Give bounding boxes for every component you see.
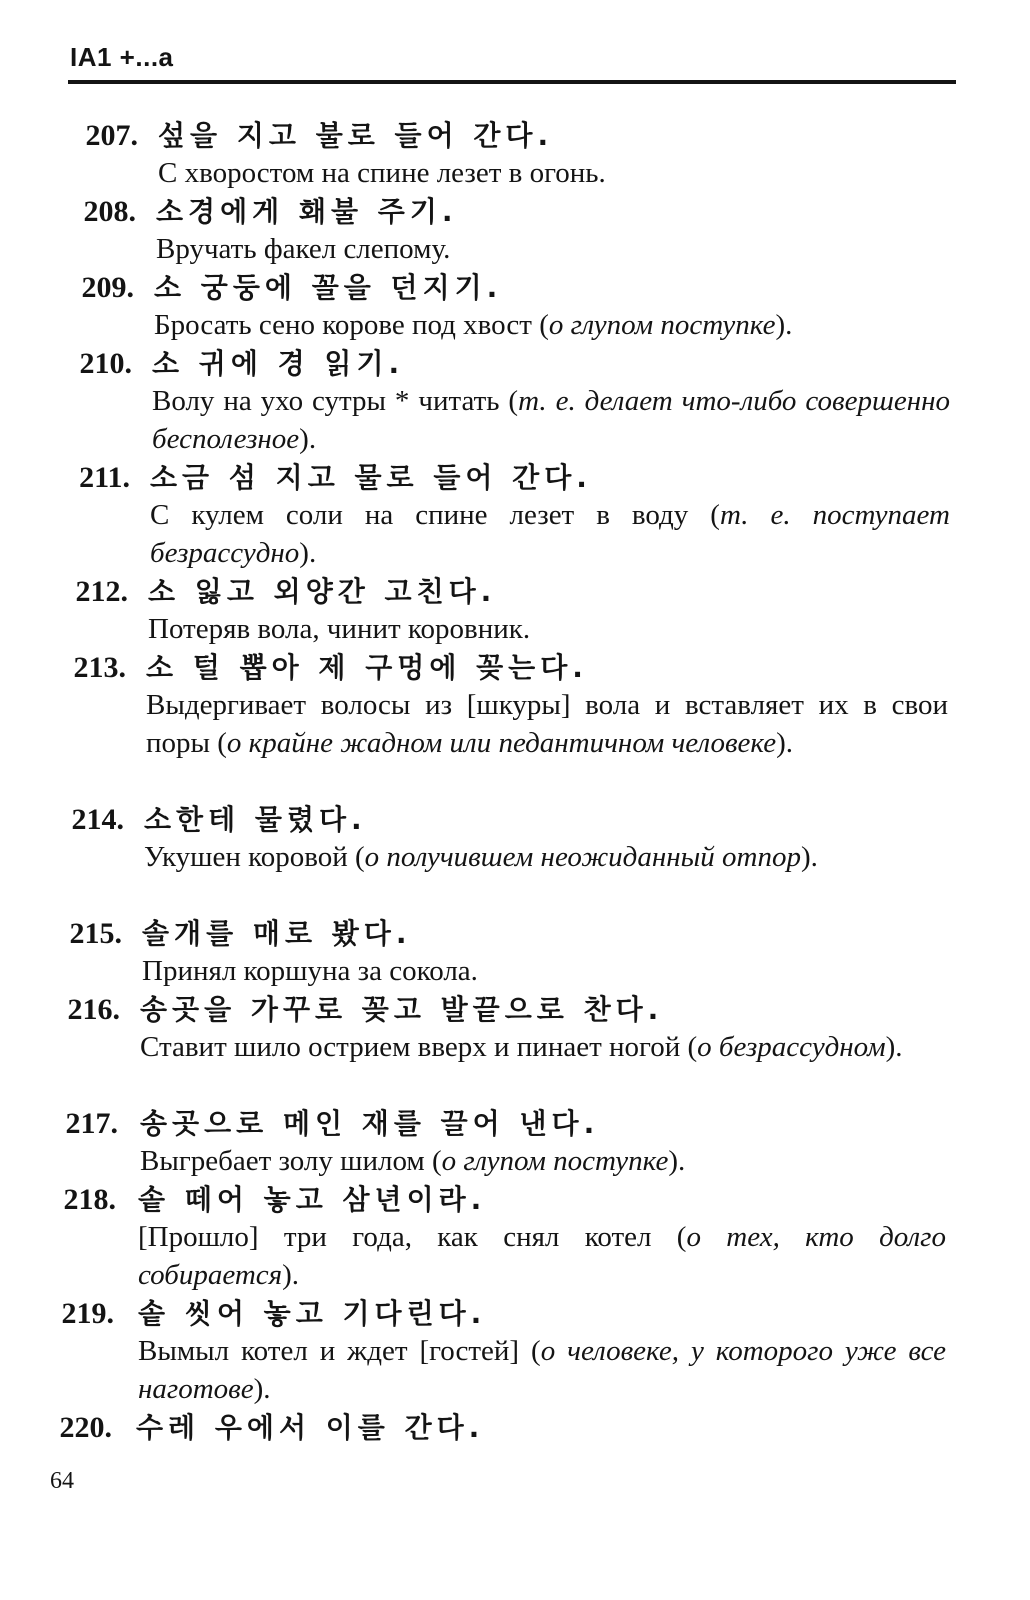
korean-proverb: 솔개를 매로 봤다. (142, 917, 412, 950)
russian-translation: [Прошло] три года, как снял котел (о тех, кто долго собирается). (138, 1221, 946, 1291)
korean-proverb: 소 털 뽑아 제 구멍에 꽂는다. (146, 651, 588, 684)
korean-proverb: 솥 떼어 놓고 삼년이라. (138, 1183, 487, 1216)
usage-gloss: о глупом поступке (548, 309, 776, 341)
usage-gloss: о глупом поступке (441, 1145, 669, 1177)
usage-gloss: т. е. делает что-либо совершенно бесполезное (152, 385, 951, 455)
korean-proverb: 수레 우에서 이를 간다. (136, 1411, 485, 1444)
entry-211 (0, 460, 1030, 574)
entry-213 (0, 650, 1030, 802)
russian-translation: С кулем соли на спине лезет в воду (т. е. поступает безрассудно). (150, 499, 950, 569)
section-header: IA1 +...a (70, 42, 174, 72)
russian-translation: Выгребает золу шилом (о глупом поступке). (140, 1145, 686, 1177)
header-rule (68, 80, 956, 84)
entry-number: 217. (65, 1107, 118, 1140)
entry-number: 219. (61, 1297, 114, 1330)
entry-217 (0, 1106, 1030, 1182)
usage-gloss: о крайне жадном или педантичном человеке (226, 727, 777, 759)
russian-translation: Ставит шило острием вверх и пинает ногой (о безрассудном). (140, 1031, 903, 1063)
korean-proverb: 솥 씻어 놓고 기다린다. (138, 1297, 487, 1330)
korean-proverb: 소 궁둥에 꼴을 던지기. (154, 271, 503, 304)
entry-212 (0, 574, 1030, 650)
russian-translation: Вручать факел слепому. (156, 233, 451, 265)
entry-number: 210. (79, 347, 132, 380)
korean-proverb: 소경에게 홰불 주기. (156, 195, 458, 228)
russian-translation: Вымыл котел и ждет [гостей] (о человеке, у которого уже все наготове). (138, 1335, 946, 1405)
korean-proverb: 송곳을 가꾸로 꽂고 발끝으로 찬다. (140, 993, 664, 1026)
entry-number: 220. (59, 1411, 112, 1444)
russian-translation: Волу на ухо сутры * читать (т. е. делает что-либо совершенно бесполезное). (152, 385, 951, 455)
entry-number: 209. (81, 271, 134, 304)
entry-number: 211. (79, 461, 130, 494)
korean-proverb: 송곳으로 메인 재를 끌어 낸다. (140, 1107, 600, 1140)
proverb-list (0, 118, 1030, 1450)
entry-number: 213. (73, 651, 126, 684)
entry-number: 212. (75, 575, 128, 608)
entry-number: 215. (69, 917, 122, 950)
russian-translation: Укушен коровой (о получившем неожиданный отпор). (144, 841, 818, 873)
usage-gloss: о человеке, у которого уже все наготове (138, 1335, 946, 1405)
entry-208 (0, 194, 1030, 270)
entry-207 (0, 118, 1030, 194)
entry-219 (0, 1296, 1030, 1410)
entry-220 (0, 1410, 1030, 1450)
entry-214 (0, 802, 1030, 916)
entry-218 (0, 1182, 1030, 1296)
entry-number: 216. (67, 993, 120, 1026)
entry-number: 207. (85, 119, 138, 152)
korean-proverb: 소한테 물렸다. (144, 803, 367, 836)
russian-translation: Потеряв вола, чинит коровник. (148, 613, 531, 645)
entry-209 (0, 270, 1030, 346)
russian-translation: Бросать сено корове под хвост (о глупом поступке). (154, 309, 793, 341)
russian-translation: Принял коршуна за сокола. (142, 955, 478, 987)
russian-translation: Выдергивает волосы из [шкуры] вола и вставляет их в свои поры (о крайне жадном или педантичном человеке). (146, 689, 948, 759)
usage-gloss: о получившем неожиданный отпор (364, 841, 801, 873)
entry-number: 214. (71, 803, 124, 836)
entry-216 (0, 992, 1030, 1106)
usage-gloss: о тех, кто долго собирается (138, 1221, 946, 1291)
usage-gloss: о безрассудном (697, 1031, 886, 1063)
korean-proverb: 소 귀에 경 읽기. (152, 347, 405, 380)
page-number: 64 (50, 1468, 74, 1494)
korean-proverb: 섶을 지고 불로 들어 간다. (158, 119, 554, 152)
entry-number: 218. (63, 1183, 116, 1216)
entry-number: 208. (83, 195, 136, 228)
russian-translation: С хворостом на спине лезет в огонь. (158, 157, 606, 189)
korean-proverb: 소 잃고 외양간 고친다. (148, 575, 497, 608)
korean-proverb: 소금 섬 지고 물로 들어 간다. (150, 461, 592, 494)
usage-gloss: т. е. поступает безрассудно (150, 499, 950, 569)
entry-210 (0, 346, 1030, 460)
entry-215 (0, 916, 1030, 992)
